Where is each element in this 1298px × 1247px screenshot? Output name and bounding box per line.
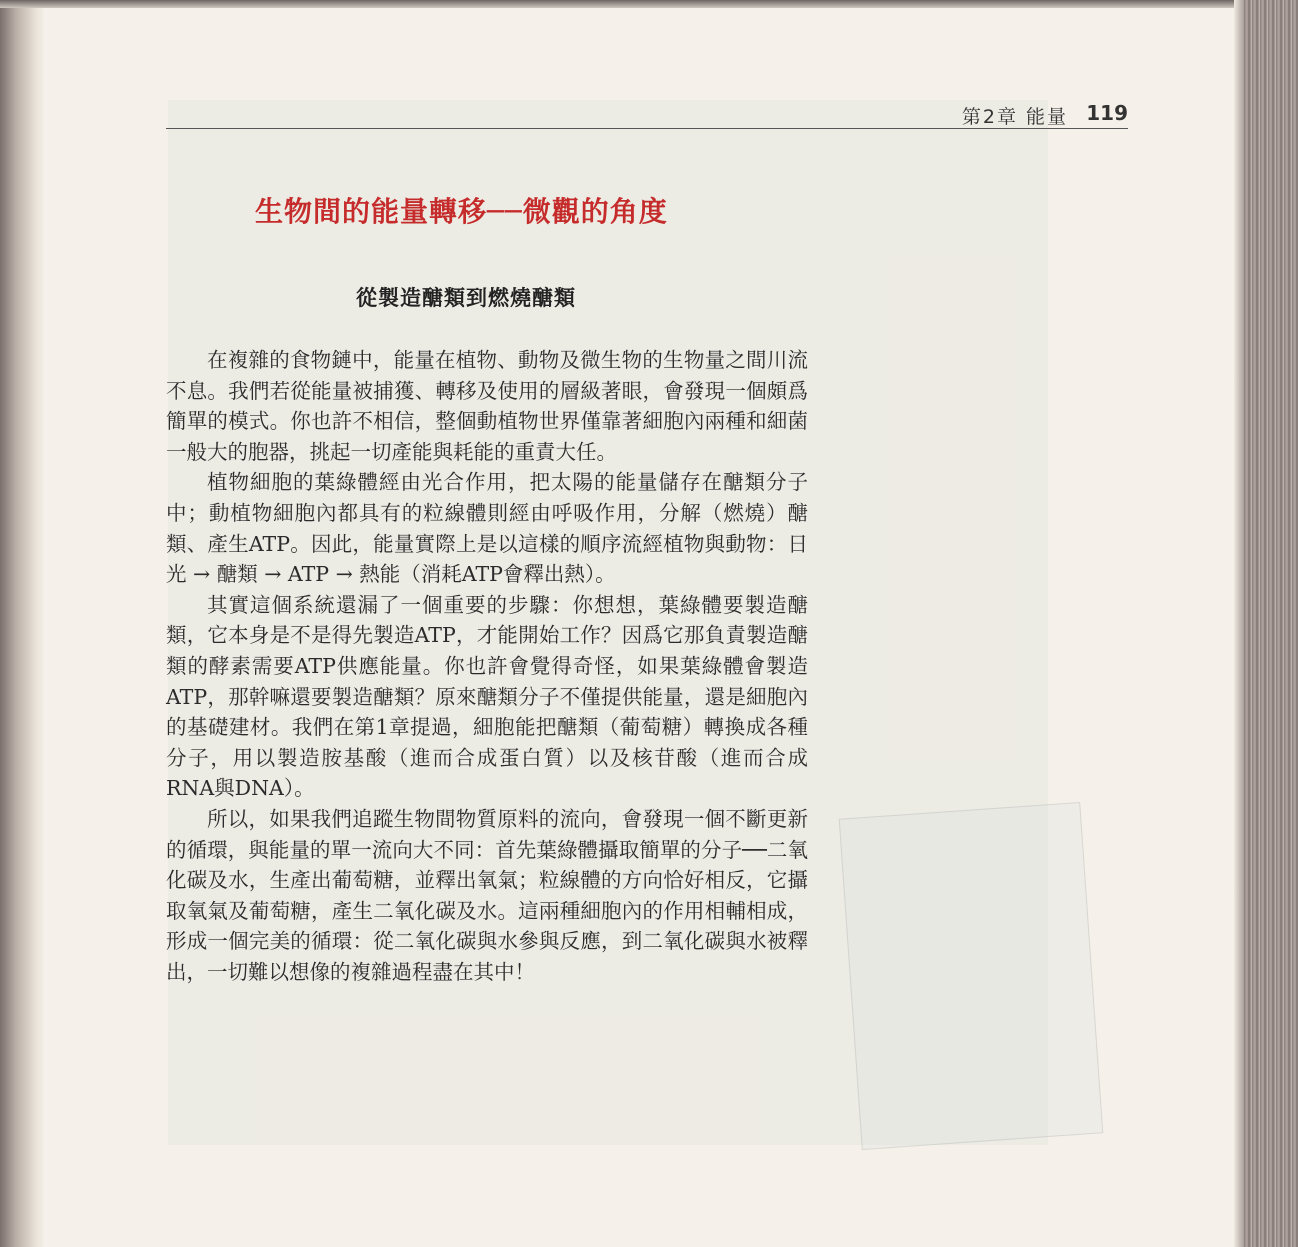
running-header xyxy=(166,100,1128,129)
binding-shadow xyxy=(0,0,44,1247)
page-stack-edge xyxy=(1244,0,1298,1247)
subsection-title: 從製造醣類到燃燒醣類 xyxy=(356,286,576,310)
paragraph: 所以，如果我們追蹤生物間物質原料的流向，會發現一個不斷更新的循環，與能量的單一流向大不同：首先葉綠體攝取簡單的分子──二氧化碳及水，生產出葡萄糖，並釋出氧氣；粒線體的方向恰好相反，它攝取氧氣及葡萄糖，產生二氧化碳及水。這兩種細胞內的作用相輔相成，形成一個完美的循環：從二氧化碳與水參與反應，到二氧化碳與水被釋出，一切難以想像的複雜過程盡在其中！ xyxy=(166,806,808,984)
section-title: 生物間的能量轉移──微觀的角度 xyxy=(255,195,668,228)
body-text xyxy=(166,345,808,987)
bleed-through-box xyxy=(839,802,1104,1150)
paragraph: 其實這個系統還漏了一個重要的步驟：你想想，葉綠體要製造醣類，它本身是不是得先製造ATP，才能開始工作？因爲它那負責製造醣類的酵素需要ATP供應能量。你也許會覺得奇怪，如果葉綠體會製造ATP，那幹嘛還要製造醣類？原來醣類分子不僅提供能量，還是細胞內的基礎建材。我們在第1章提過，細胞能把醣類（葡萄糖）轉換成各種分子，用以製造胺基酸（進而合成蛋白質）以及核苷酸（進而合成RNA與DNA）。 xyxy=(166,592,808,801)
top-edge xyxy=(0,0,1298,8)
paragraph: 植物細胞的葉綠體經由光合作用，把太陽的能量儲存在醣類分子中；動植物細胞內都具有的粒線體則經由呼吸作用，分解（燃燒）醣類、產生ATP。因此，能量實際上是以這樣的順序流經植物與動物：日光 → 醣類 → ATP → 熱能（消耗ATP會釋出熱）。 xyxy=(166,470,808,587)
paragraph: 在複雜的食物鏈中，能量在植物、動物及微生物的生物量之間川流不息。我們若從能量被捕獲、轉移及使用的層級著眼，會發現一個頗爲簡單的模式。你也許不相信，整個動植物世界僅靠著細胞內兩種和細菌一般大的胞器，挑起一切產能與耗能的重責大任。 xyxy=(166,348,808,464)
page-number: 119 xyxy=(1086,101,1128,125)
chapter-label: 第2章 能量 xyxy=(961,106,1068,128)
